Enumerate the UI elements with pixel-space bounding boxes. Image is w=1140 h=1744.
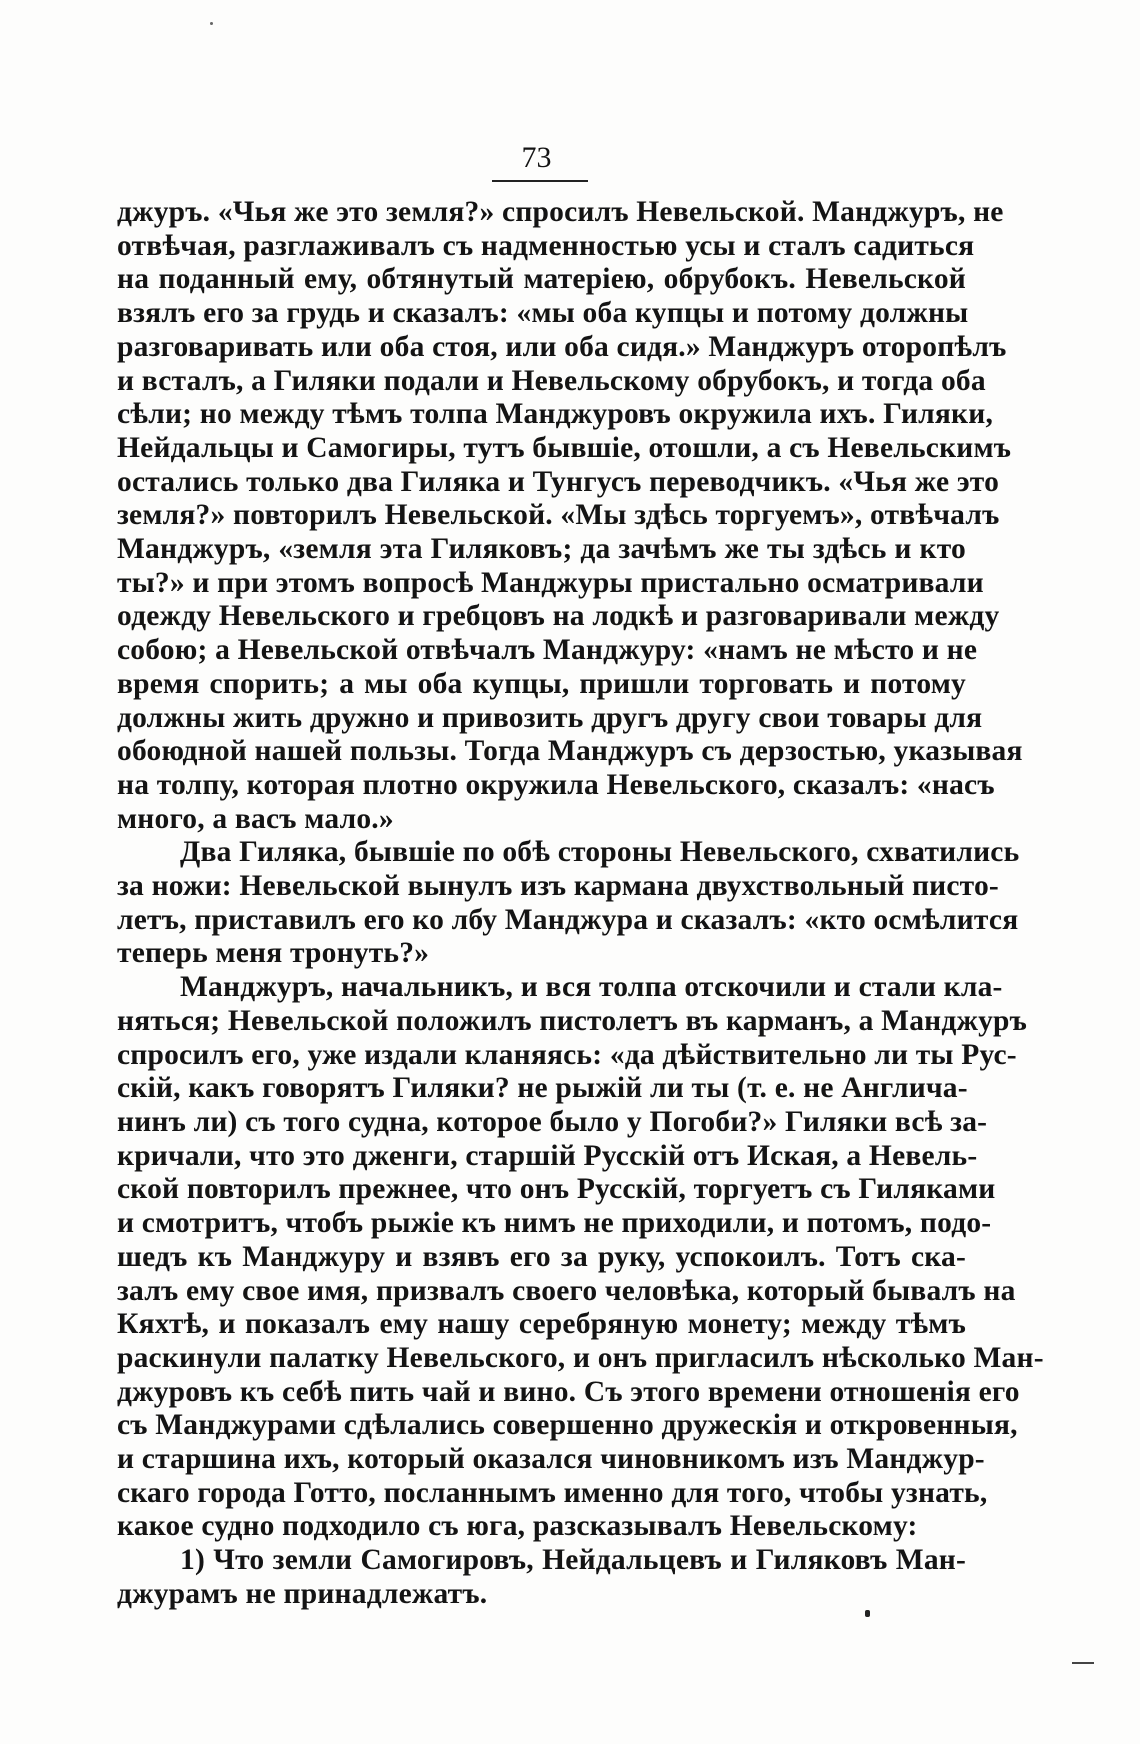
- text-line: Два Гиляка, бывшіе по обѣ стороны Невельского, схватились: [180, 836, 1020, 869]
- text-line: залъ ему свое имя, призвалъ своего человѣка, который бывалъ на: [117, 1274, 1016, 1307]
- paragraph: [117, 836, 1020, 971]
- text-line: взялъ его за грудь и сказалъ: «мы оба купцы и потому должны: [117, 297, 969, 330]
- text-line: и старшина ихъ, который оказался чиновникомъ изъ Манджур-: [117, 1443, 985, 1476]
- text-line: раскинули палатку Невельского, и онъ пригласилъ нѣсколько Ман-: [117, 1341, 1044, 1374]
- text-line: должны жить дружно и привозить другъ другу свои товары для: [117, 701, 983, 734]
- text-line: спросилъ его, уже издали кланяясь: «да дѣйствительно ли ты Рус-: [117, 1038, 1017, 1071]
- text-line: Манджуръ, «земля эта Гиляковъ; да зачѣмъ же ты здѣсь и кто: [117, 533, 966, 566]
- text-line: остались только два Гиляка и Тунгусъ переводчикъ. «Чья же это: [117, 465, 1000, 498]
- text-line: джуръ. «Чья же это земля?» спросилъ Невельской. Манджуръ, не: [117, 196, 1004, 228]
- text-line: какое судно подходило съ юга, разсказывалъ Невельскому:: [117, 1510, 918, 1543]
- paragraph: [117, 971, 1044, 1544]
- text-line: съ Манджурами сдѣлались совершенно дружескія и откровенныя,: [117, 1409, 1018, 1442]
- page-number-rule: [492, 180, 588, 182]
- paragraph: [117, 196, 1023, 836]
- text-line: кричали, что это дженги, старшій Русскій отъ Иская, а Невель-: [117, 1139, 978, 1172]
- page-speck: [210, 22, 213, 25]
- text-line: собою; а Невельской отвѣчалъ Манджуру: «намъ не мѣсто и не: [117, 634, 978, 667]
- text-line: шедъ къ Манджуру и взявъ его за руку, успокоилъ. Тотъ ска-: [117, 1240, 966, 1273]
- text-line: на толпу, которая плотно окружила Невельского, сказалъ: «насъ: [117, 768, 995, 801]
- text-line: скій, какъ говорятъ Гиляки? не рыжій ли ты (т. е. не Англича-: [117, 1072, 968, 1105]
- text-line: ты?» и при этомъ вопросѣ Манджуры пристально осматривали: [117, 566, 984, 599]
- text-line: на поданный ему, обтянутый матеріею, обрубокъ. Невельской: [117, 263, 966, 296]
- text-line: ской повторилъ прежнее, что онъ Русскій, торгуетъ съ Гиляками: [117, 1173, 996, 1206]
- text-line: нинъ ли) съ того судна, которое было у Погоби?» Гиляки всѣ за-: [117, 1105, 988, 1138]
- text-line: за ножи: Невельской вынулъ изъ кармана двухствольный писто-: [117, 870, 999, 903]
- ink-dot: [865, 1610, 870, 1617]
- text-line: джурамъ не принадлежатъ.: [117, 1577, 488, 1610]
- page-number: 73: [521, 141, 552, 174]
- text-line: и всталъ, а Гиляки подали и Невельскому обрубокъ, и тогда оба: [117, 364, 986, 397]
- edge-mark: [1072, 1662, 1094, 1664]
- text-line: обоюдной нашей пользы. Тогда Манджуръ съ дерзостью, указывая: [117, 735, 1023, 768]
- text-line: 1) Что земли Самогировъ, Нейдальцевъ и Гиляковъ Ман-: [180, 1544, 966, 1577]
- text-line: отвѣчая, разглаживалъ съ надменностью усы и сталъ садиться: [117, 229, 975, 262]
- text-line: Кяхтѣ, и показалъ ему нашу серебряную монету; между тѣмъ: [117, 1308, 966, 1341]
- text-line: сѣли; но между тѣмъ толпа Манджуровъ окружила ихъ. Гиляки,: [117, 398, 994, 431]
- text-line: земля?» повторилъ Невельской. «Мы здѣсь торгуемъ», отвѣчалъ: [117, 499, 1000, 532]
- text-line: Манджуръ, начальникъ, и вся толпа отскочили и стали кла-: [180, 971, 1003, 1004]
- text-line: разговаривать или оба стоя, или оба сидя.» Манджуръ оторопѣлъ: [117, 330, 1007, 363]
- text-line: время спорить; а мы оба купцы, пришли торговать и потому: [117, 667, 966, 700]
- text-line: скаго города Готто, посланнымъ именно для того, чтобы узнать,: [117, 1476, 988, 1509]
- text-line: няться; Невельской положилъ пистолетъ въ карманъ, а Манджуръ: [117, 1004, 1028, 1037]
- text-line: и смотритъ, чтобъ рыжіе къ нимъ не приходили, и потомъ, подо-: [117, 1207, 992, 1240]
- text-line: джуровъ къ себѣ пить чай и вино. Съ этого времени отношенія его: [117, 1375, 1020, 1408]
- body-text: [117, 196, 1044, 1612]
- paragraph: [117, 1544, 966, 1611]
- text-line: много, а васъ мало.»: [117, 802, 394, 835]
- text-line: летъ, приставилъ его ко лбу Манджура и сказалъ: «кто осмѣлится: [117, 903, 1019, 936]
- text-line: одежду Невельского и гребцовъ на лодкѣ и разговаривали между: [117, 600, 1000, 633]
- text-line: Нейдальцы и Самогиры, тутъ бывшіе, отошли, а съ Невельскимъ: [117, 431, 1012, 464]
- text-line: теперь меня тронуть?»: [117, 937, 430, 970]
